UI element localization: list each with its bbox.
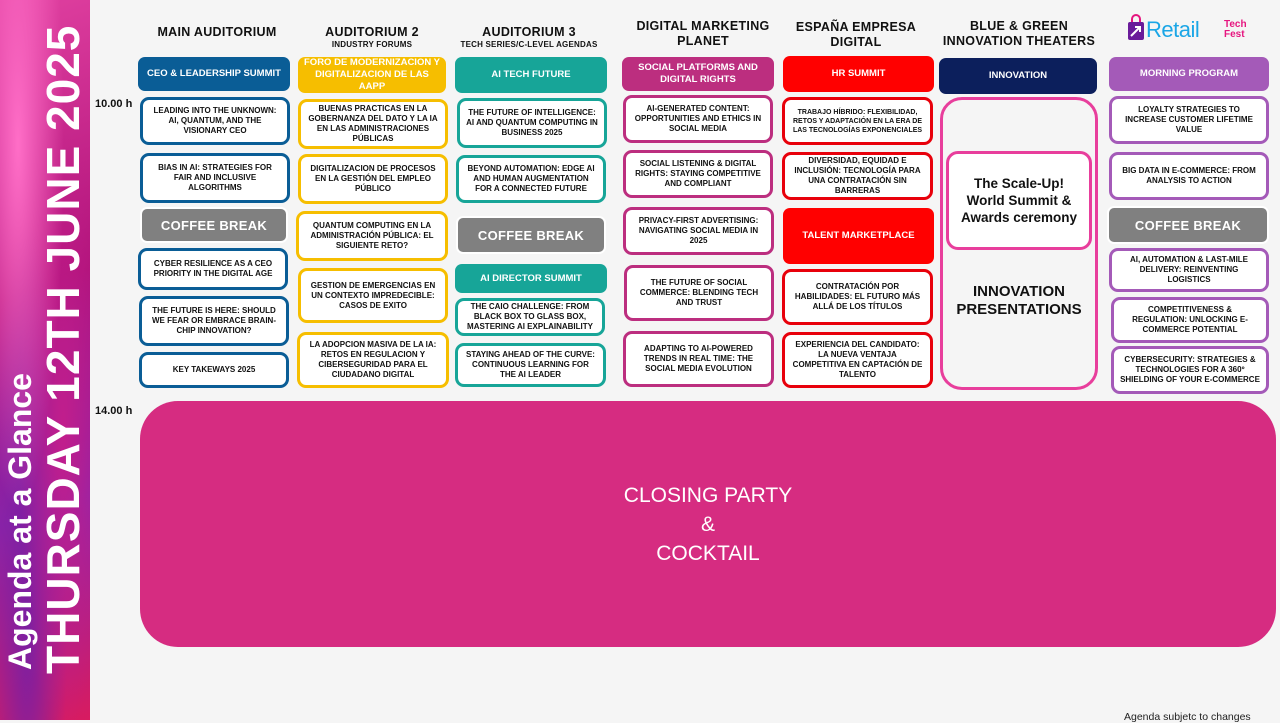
column-title: ESPAÑA EMPRESA DIGITAL [795, 20, 917, 49]
column-header-aud2 [298, 25, 446, 49]
coffee-break: COFFEE BREAK [140, 207, 288, 243]
time-label-start: 10.00 h [95, 98, 133, 110]
column-title: AUDITORIUM 2 [325, 25, 419, 39]
shopping-bag-icon [1126, 14, 1146, 42]
logo-tech: Tech [1224, 19, 1247, 30]
session-card[interactable]: KEY TAKEWAYS 2025 [139, 352, 289, 388]
column-title: BLUE & GREEN INNOVATION THEATERS [942, 19, 1096, 48]
session-card[interactable]: THE CAIO CHALLENGE: FROM BLACK BOX TO GLASS BOX, MASTERING AI EXPLAINABILITY [455, 298, 605, 336]
session-card[interactable]: THE FUTURE OF SOCIAL COMMERCE: BLENDING TECH AND TRUST [624, 265, 774, 321]
session-card[interactable]: BEYOND AUTOMATION: EDGE AI AND HUMAN AUGMENTATION FOR A CONNECTED FUTURE [456, 155, 606, 203]
session-card[interactable]: AI-GENERATED CONTENT: OPPORTUNITIES AND ETHICS IN SOCIAL MEDIA [623, 95, 773, 143]
column-title: MAIN AUDITORIUM [157, 25, 277, 39]
track-innovation: INNOVATION [939, 58, 1097, 94]
closing-line-2: & [700, 512, 715, 536]
session-card[interactable]: TRABAJO HÍBRIDO: FLEXIBILIDAD, RETOS Y ADAPTACIÓN EN LA ERA DE LAS TECNOLOGÍAS EXPONENCIALES [782, 97, 933, 145]
session-card[interactable]: BIG DATA IN E-COMMERCE: FROM ANALYSIS TO ACTION [1109, 152, 1269, 200]
event-date: THURSDAY 12TH JUNE 2025 [37, 24, 89, 674]
column-header-aud3 [448, 25, 610, 49]
session-card[interactable]: DIVERSIDAD, EQUIDAD E INCLUSIÓN: TECNOLOGÍA PARA UNA CONTRATACIÓN SIN BARRERAS [782, 152, 933, 200]
session-card[interactable]: LOYALTY STRATEGIES TO INCREASE CUSTOMER LIFETIME VALUE [1109, 96, 1269, 144]
closing-party-block[interactable] [140, 401, 1276, 647]
logo-word: Retail [1146, 17, 1200, 42]
session-card[interactable]: THE FUTURE IS HERE: SHOULD WE FEAR OR EMBRACE BRAIN-CHIP INNOVATION? [139, 296, 289, 346]
session-card[interactable]: SOCIAL LISTENING & DIGITAL RIGHTS: STAYING COMPETITIVE AND COMPLIANT [623, 150, 773, 198]
track-ai-director-summit: AI DIRECTOR SUMMIT [455, 264, 607, 293]
session-card[interactable]: STAYING AHEAD OF THE CURVE: CONTINUOUS LEARNING FOR THE AI LEADER [455, 343, 606, 387]
session-card[interactable]: LEADING INTO THE UNKNOWN: AI, QUANTUM, AND THE VISIONARY CEO [140, 97, 290, 145]
session-card[interactable]: CYBER RESILIENCE AS A CEO PRIORITY IN THE DIGITAL AGE [138, 248, 288, 290]
track-talent-marketplace: TALENT MARKETPLACE [783, 208, 934, 264]
closing-line-1: CLOSING PARTY [623, 483, 793, 507]
coffee-break: COFFEE BREAK [1107, 206, 1269, 244]
coffee-break: COFFEE BREAK [456, 216, 606, 254]
scaleup-summit-card[interactable]: The Scale-Up! World Summit & Awards ceremony [946, 151, 1092, 250]
session-card[interactable]: DIGITALIZACION DE PROCESOS EN LA GESTIÓN DEL EMPLEO PÚBLICO [298, 154, 448, 204]
time-label-afternoon: 14.00 h [95, 405, 133, 417]
session-card[interactable]: QUANTUM COMPUTING EN LA ADMINISTRACIÓN PÚBLICA: EL SIGUIENTE RETO? [296, 211, 448, 261]
column-header-espana [786, 20, 926, 50]
session-card[interactable]: LA ADOPCION MASIVA DE LA IA: RETOS EN REGULACION Y CIBERSEGURIDAD PARA EL CIUDADANO DIGITAL [297, 332, 449, 388]
track-social-platforms: SOCIAL PLATFORMS AND DIGITAL RIGHTS [622, 57, 774, 91]
logo-fest: Fest [1224, 29, 1245, 40]
column-header-digital [630, 19, 776, 49]
session-card[interactable]: PRIVACY-FIRST ADVERTISING: NAVIGATING SOCIAL MEDIA IN 2025 [623, 207, 774, 255]
track-hr-summit: HR SUMMIT [783, 56, 934, 92]
track-morning-program: MORNING PROGRAM [1109, 57, 1269, 91]
session-card[interactable]: AI, AUTOMATION & LAST-MILE DELIVERY: REINVENTING LOGISTICS [1109, 248, 1269, 292]
session-card[interactable]: COMPETITIVENESS & REGULATION: UNLOCKING E-COMMERCE POTENTIAL [1111, 297, 1269, 343]
track-ai-tech-future: AI TECH FUTURE [455, 57, 607, 93]
column-title: AUDITORIUM 3 [482, 25, 576, 39]
column-subtitle: TECH SERIES/C-LEVEL AGENDAS [460, 40, 598, 49]
session-card[interactable]: BUENAS PRACTICAS EN LA GOBERNANZA DEL DATO Y LA IA EN LAS ADMINISTRACIONES PÚBLICAS [298, 99, 448, 149]
innovation-presentations[interactable]: INNOVATION PRESENTATIONS [956, 283, 1082, 318]
agenda-disclaimer: Agenda subjetc to changes [1124, 711, 1251, 723]
session-card[interactable]: GESTION DE EMERGENCIAS EN UN CONTEXTO IMPREDECIBLE: CASOS DE EXITO [298, 268, 448, 323]
closing-line-3: COCKTAIL [656, 541, 760, 565]
column-subtitle: INDUSTRY FORUMS [331, 40, 413, 49]
column-title: DIGITAL MARKETING PLANET [636, 19, 770, 48]
retail-tech-fest-logo [1126, 14, 1258, 46]
track-ceo-leadership-summit: CEO & LEADERSHIP SUMMIT [138, 57, 290, 91]
column-header-bluegreen [936, 19, 1102, 49]
column-header-main [140, 25, 294, 40]
sidebar-banner [0, 0, 90, 720]
track-foro-modernizacion: FORO DE MODERNIZACION Y DIGITALIZACION DE LAS AAPP [298, 57, 446, 93]
session-card[interactable]: CYBERSECURITY: STRATEGIES & TECHNOLOGIES FOR A 360º SHIELDING OF YOUR E-COMMERCE [1111, 346, 1269, 394]
session-card[interactable]: THE FUTURE OF INTELLIGENCE: AI AND QUANTUM COMPUTING IN BUSINESS 2025 [457, 98, 607, 148]
session-card[interactable]: EXPERIENCIA DEL CANDIDATO: LA NUEVA VENTAJA COMPETITIVA EN CAPTACIÓN DE TALENTO [782, 332, 933, 388]
agenda-subtitle: Agenda at a Glance [2, 373, 38, 670]
session-card[interactable]: BIAS IN AI: STRATEGIES FOR FAIR AND INCLUSIVE ALGORITHMS [140, 153, 290, 203]
session-card[interactable]: CONTRATACIÓN POR HABILIDADES: EL FUTURO MÁS ALLÁ DE LOS TÍTULOS [782, 269, 933, 325]
session-card[interactable]: ADAPTING TO AI-POWERED TRENDS IN REAL TIME: THE SOCIAL MEDIA EVOLUTION [623, 331, 774, 387]
